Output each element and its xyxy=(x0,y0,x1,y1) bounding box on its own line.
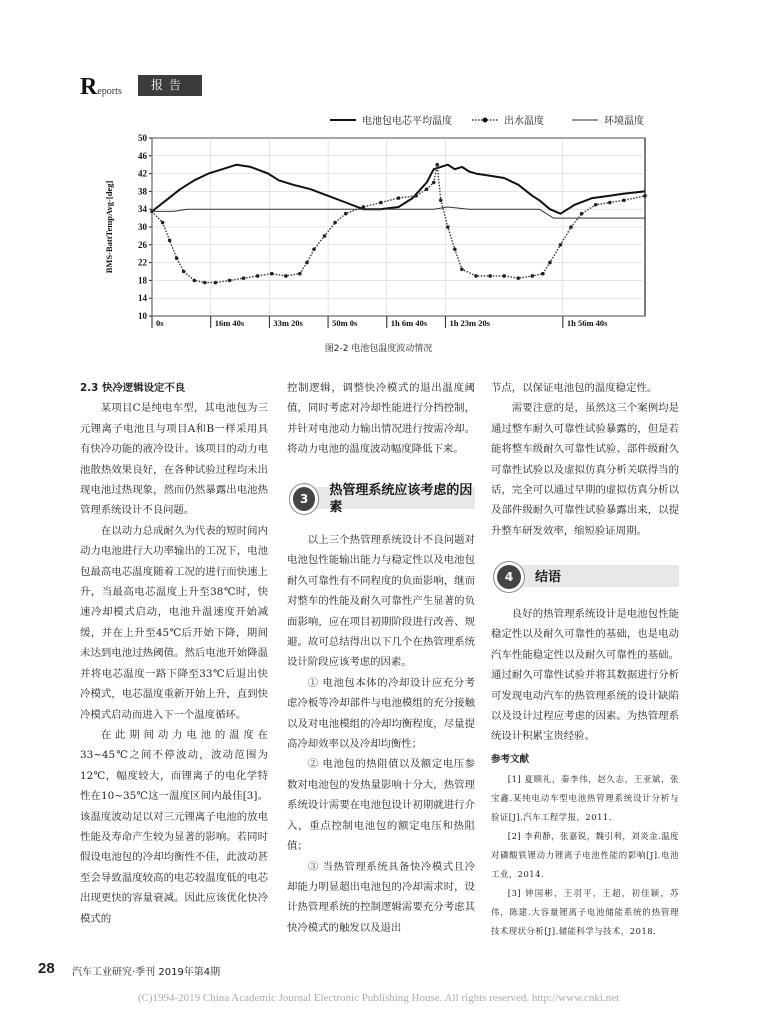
data-point xyxy=(580,212,584,216)
reference-item: [2] 李莉静，张嘉锐，魏引利，刘炎金.温度对磷酸铁锂动力锂离子电池性能的影响[J].电池工业，2014. xyxy=(491,831,679,880)
data-point xyxy=(531,274,535,278)
data-point xyxy=(228,279,232,283)
y-tick-label: 50 xyxy=(138,133,147,143)
battery-temp-chart xyxy=(100,108,660,338)
series-line-2 xyxy=(152,165,645,283)
legend-label: 出水温度 xyxy=(504,116,544,127)
legend-label: 环境温度 xyxy=(604,116,644,127)
y-tick-label: 10 xyxy=(138,311,147,321)
data-point xyxy=(284,274,288,278)
data-point xyxy=(168,239,172,243)
data-point xyxy=(214,281,218,285)
paragraph: 控制逻辑，调整快冷模式的退出温度阈值，同时考虑对冷却性能进行分挡控制，并针对电池动力输出情况进行按需冷却。将动力电池的温度波动幅度降低下来。 xyxy=(287,382,475,456)
data-point xyxy=(182,270,186,274)
data-point xyxy=(242,276,246,280)
page-number: 28 xyxy=(38,960,55,977)
data-point xyxy=(608,201,612,205)
data-point xyxy=(161,221,165,225)
paragraph: 某项目C是纯电车型，其电池包为三元锂离子电池且与项目A和B一样采用具有快冷功能的液冷设计。该项目的动力电池散热效果良好，在各种试验过程均未出现电池过热现象，然而仍然暴露出电池热管理系统设计不良问题。 xyxy=(80,402,268,517)
y-tick-label: 38 xyxy=(138,186,147,197)
data-point xyxy=(594,203,598,207)
data-point xyxy=(270,272,274,276)
copyright-notice: (C)1994-2019 China Academic Journal Electronic Publishing House. All rights reserved. http://www.cnki.net xyxy=(137,992,620,1004)
data-point xyxy=(414,194,418,198)
magazine-logo xyxy=(80,74,122,101)
data-point xyxy=(192,279,196,283)
column-2 xyxy=(287,378,475,460)
x-tick-label: 1h 56m 40s xyxy=(566,318,608,328)
data-point xyxy=(361,205,365,209)
section-4-header xyxy=(491,564,679,590)
data-point xyxy=(256,274,260,278)
x-tick-label: 1h 23m 20s xyxy=(449,318,491,328)
data-point xyxy=(488,274,492,278)
legend-marker xyxy=(483,118,488,123)
logo-letter: R xyxy=(80,74,98,100)
data-point xyxy=(559,243,563,247)
section-title: 热管理系统应该考虑的因素 xyxy=(329,483,473,515)
section-3-header xyxy=(287,483,475,515)
column-3-body xyxy=(491,604,679,941)
y-tick-label: 14 xyxy=(138,293,147,304)
y-tick-label: 22 xyxy=(138,257,147,268)
column-1 xyxy=(80,378,268,929)
paragraph: 需要注意的是，虽然这三个案例均是通过整车耐久可靠性试验暴露的，但是若能将整车级耐久可靠性试验、部件级耐久可靠性试验以及虚拟仿真分析关联得当的话，完全可以通过早期的虚拟仿真分析以及部件级耐久可靠性试验暴露出来，以提升整车研发效率，缩短验证周期。 xyxy=(491,402,679,537)
paragraph: ③ 当热管理系统具备快冷模式且冷却能力明显超出电池包的冷却需求时，设计热管理系统的控制逻辑需要充分考虑其快冷模式的触发以及退出 xyxy=(287,860,475,934)
data-point xyxy=(643,194,647,198)
x-tick-label: 16m 40s xyxy=(214,318,245,328)
logo-text: eports xyxy=(97,86,122,97)
data-point xyxy=(474,274,478,278)
data-point xyxy=(425,187,429,191)
x-tick-label: 50m 0s xyxy=(332,318,358,328)
y-tick-label: 46 xyxy=(138,150,147,161)
x-tick-label: 33m 20s xyxy=(273,318,303,328)
section-tag: 报告 xyxy=(138,75,202,96)
data-point xyxy=(541,272,545,276)
data-point xyxy=(312,247,316,251)
data-point xyxy=(333,221,337,225)
y-tick-label: 30 xyxy=(138,222,147,232)
data-point xyxy=(305,261,309,265)
data-point xyxy=(344,212,348,216)
data-point xyxy=(379,201,383,205)
data-point xyxy=(175,256,179,260)
paragraph: 节点，以保证电池包的温度稳定性。 xyxy=(491,382,658,394)
data-point xyxy=(439,199,443,203)
magazine-issue: 汽车工业研究·季刊 2019年第4期 xyxy=(72,967,221,978)
data-point xyxy=(397,196,401,200)
paragraph: 以上三个热管理系统设计不良问题对电池包性能输出能力与稳定性以及电池包耐久可靠性有不同程度的负面影响，继而对整车的性能及耐久可靠性产生显著的负面影响，应在项目初期阶段进行改善、规避。故可总结得出以下几个在热管理系统设计阶段应该考虑的因素。 xyxy=(287,534,475,669)
data-point xyxy=(502,274,506,278)
data-point xyxy=(569,225,573,229)
section-number: 4 xyxy=(497,565,521,589)
column-3 xyxy=(491,378,679,541)
paragraph: 在以动力总成耐久为代表的短时间内动力电池进行大功率输出的工况下，电池包最高电芯温度随着工况的进行而快速上升，当最高电芯温度上升至38℃时，快速冷却模式启动，电池升温速度开始减缓，并在上升至45℃后开始下降，期间未达到电池过热阈值。然后电池开始降温并将电芯温度一路下降至33℃后退出快冷模式，电芯温度重新开始上升，直到快冷模式启动而进入下一个温度循环。 xyxy=(80,524,268,721)
y-tick-label: 34 xyxy=(138,204,147,215)
figure-caption: 图2-2 电池包温度波动情况 xyxy=(324,344,433,354)
reference-item: [1] 夏顺礼，秦李伟，赵久志，王亚斌，张宝鑫.某纯电动车型电池热管理系统设计分析与验证[J].汽车工程学报，2011. xyxy=(491,774,679,823)
y-axis-label: BMS-BattTempAvg-[deg] xyxy=(104,180,114,274)
subsection-heading: 2.3 快冷逻辑设定不良 xyxy=(80,382,186,394)
y-tick-label: 18 xyxy=(138,275,147,286)
data-point xyxy=(548,261,552,265)
legend-label: 电池包电芯平均温度 xyxy=(362,116,452,127)
section-title: 结语 xyxy=(535,569,562,585)
series-line-1 xyxy=(152,165,645,214)
references-heading: 参考文献 xyxy=(491,753,530,765)
data-point xyxy=(460,267,464,271)
section-number: 3 xyxy=(293,487,315,511)
data-point xyxy=(435,163,439,167)
series-line-3 xyxy=(152,207,645,218)
data-point xyxy=(323,234,327,238)
data-point xyxy=(446,225,450,229)
paragraph: 在此期间动力电池的温度在33~45℃之间不停波动，波动范围为12℃，幅度较大，而锂离子的电化学特性在10~35℃这一温度区间内最佳[3]。该温度波动足以对三元锂离子电池的放电性能及寿命产生较为显著的影响。若同时假设电池包的冷却均衡性不佳，此波动甚至会导致温度较高的电芯较温度低的电芯出现更快的容量衰减。因此应该优化快冷模式的 xyxy=(80,728,268,925)
paragraph: 良好的热管理系统设计是电池包性能稳定性以及耐久可靠性的基础，也是电动汽车性能稳定性以及耐久可靠性的基础。通过耐久可靠性试验并将其数据进行分析可发现电动汽车的热管理系统的设计缺陷以及设计过程应考虑的因素。为热管理系统设计积累宝贵经验。 xyxy=(491,608,679,743)
paragraph: ① 电池包本体的冷却设计应充分考虑冷板等冷却部件与电池模组的充分接触以及对电池模组的冷却均衡程度，尽量提高冷却效率以及冷却均衡性； xyxy=(287,676,475,751)
x-tick-label: 1h 6m 40s xyxy=(390,318,428,328)
column-2-body xyxy=(287,530,475,938)
data-point xyxy=(203,281,207,285)
data-point xyxy=(432,181,436,185)
data-point xyxy=(298,272,302,276)
reference-item: [3] 钟国彬，王羽平，王超，初佳颖，苏伟，陈建.大容量锂离子电池储能系统的热管理技术现状分析[J].储能科学与技术，2018. xyxy=(491,888,679,937)
data-point xyxy=(622,199,626,203)
y-tick-label: 42 xyxy=(138,168,147,179)
references-list xyxy=(491,770,679,941)
paragraph: ② 电池包的热阻值以及额定电压参数对电池包的发热量影响十分大，热管理系统设计需要在电池包设计初期就进行介入，重点控制电池包的额定电压和热阻值； xyxy=(287,758,475,853)
data-point xyxy=(516,276,520,280)
x-tick-label: 0s xyxy=(156,318,164,328)
y-tick-label: 26 xyxy=(138,239,147,250)
data-point xyxy=(453,247,457,251)
